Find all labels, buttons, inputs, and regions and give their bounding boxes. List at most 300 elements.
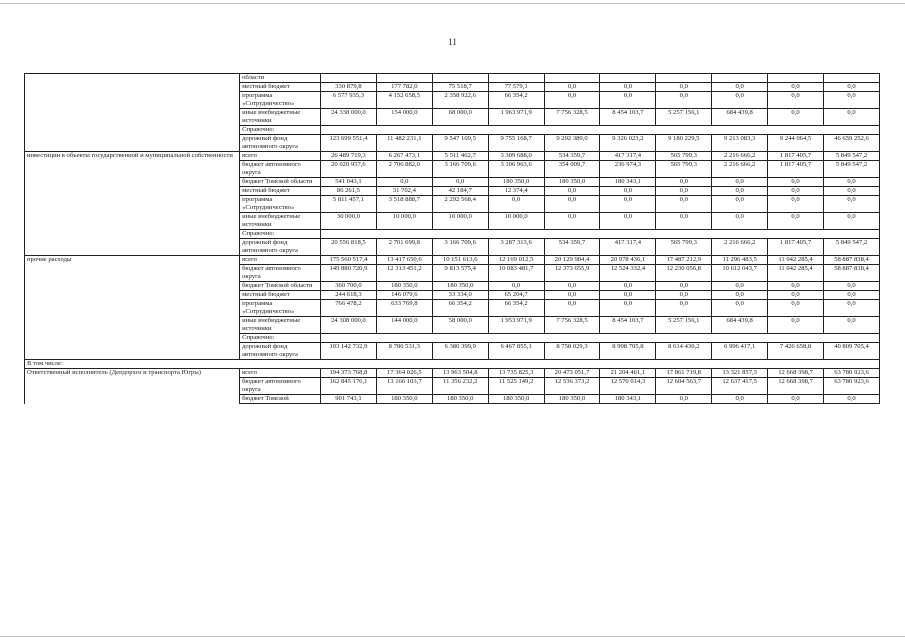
table-row bbox=[25, 369, 880, 378]
amount-cell: 9 755 168,7 bbox=[488, 135, 544, 152]
table-row bbox=[25, 395, 880, 404]
amount-cell: 0,0 bbox=[712, 300, 768, 317]
funding-source-cell: местный бюджет bbox=[240, 83, 321, 92]
amount-cell: 0,0 bbox=[544, 300, 600, 317]
amount-cell: 6 267 473,1 bbox=[376, 152, 432, 161]
table-row bbox=[25, 282, 880, 291]
table-row bbox=[25, 178, 880, 187]
amount-cell: 236 974,3 bbox=[600, 161, 656, 178]
amount-cell: 13 321 857,3 bbox=[712, 369, 768, 378]
amount-cell: 0,0 bbox=[768, 213, 824, 230]
amount-cell: 58 887 838,4 bbox=[824, 265, 880, 282]
amount-cell: 30 000,0 bbox=[320, 213, 376, 230]
funding-source-cell: иные внебюджетные источники bbox=[240, 213, 321, 230]
funding-source-cell: бюджет Томской bbox=[240, 395, 321, 404]
funding-source-cell: всего bbox=[240, 369, 321, 378]
amount-cell: 766 478,2 bbox=[320, 300, 376, 317]
amount-cell: 3 106 963,6 bbox=[488, 161, 544, 178]
amount-cell: 0,0 bbox=[768, 187, 824, 196]
funding-source-cell: бюджет Томской области bbox=[240, 178, 321, 187]
amount-cell: 9 813 575,4 bbox=[432, 265, 488, 282]
amount-cell: 9 213 083,3 bbox=[712, 135, 768, 152]
amount-cell bbox=[320, 74, 376, 83]
amount-cell: 33 334,0 bbox=[432, 291, 488, 300]
amount-cell: 180 350,0 bbox=[376, 282, 432, 291]
funding-source-cell: бюджет автономного округа bbox=[240, 378, 321, 395]
amount-cell: 123 699 551,4 bbox=[320, 135, 376, 152]
amount-cell: 0,0 bbox=[544, 282, 600, 291]
amount-cell: 180 350,0 bbox=[432, 282, 488, 291]
amount-cell: 175 560 517,4 bbox=[320, 256, 376, 265]
amount-cell: 180 350,0 bbox=[488, 178, 544, 187]
amount-cell: 0,0 bbox=[600, 213, 656, 230]
object-name-cell bbox=[25, 378, 240, 395]
amount-cell bbox=[432, 74, 488, 83]
amount-cell: 6 380 399,9 bbox=[432, 343, 488, 360]
object-name-cell bbox=[25, 187, 240, 196]
amount-cell: 0,0 bbox=[544, 92, 600, 109]
object-name-cell bbox=[25, 196, 240, 213]
funding-source-cell: программа «Сотрудничество» bbox=[240, 196, 321, 213]
funding-source-cell: местный бюджет bbox=[240, 187, 321, 196]
funding-source-cell: иные внебюджетные источники bbox=[240, 109, 321, 126]
amount-cell: 0,0 bbox=[824, 317, 880, 334]
amount-cell: 20 978 436,1 bbox=[600, 256, 656, 265]
object-name-cell bbox=[25, 178, 240, 187]
amount-cell: 8 908 705,8 bbox=[600, 343, 656, 360]
object-name-cell: прочие расходы bbox=[25, 256, 240, 265]
amount-cell: 0,0 bbox=[824, 178, 880, 187]
object-name-cell bbox=[25, 300, 240, 317]
amount-cell: 2 216 666,2 bbox=[712, 152, 768, 161]
table-row bbox=[25, 135, 880, 152]
amount-cell: 0,0 bbox=[544, 291, 600, 300]
amount-cell: 0,0 bbox=[768, 196, 824, 213]
amount-cell: 11 296 483,5 bbox=[712, 256, 768, 265]
object-name-cell bbox=[25, 395, 240, 404]
amount-cell: 0,0 bbox=[656, 395, 712, 404]
amount-cell: 5 511 462,7 bbox=[432, 152, 488, 161]
amount-cell: 58 000,0 bbox=[432, 317, 488, 334]
table-row bbox=[25, 265, 880, 282]
table-row bbox=[25, 196, 880, 213]
amount-cell: 0,0 bbox=[712, 282, 768, 291]
funding-source-cell: иные внебюджетные источники bbox=[240, 317, 321, 334]
amount-cell: 0,0 bbox=[824, 395, 880, 404]
amount-cell: 9 326 023,2 bbox=[600, 135, 656, 152]
table-row bbox=[25, 126, 880, 135]
amount-cell: 0,0 bbox=[600, 300, 656, 317]
amount-cell: 58 887 838,4 bbox=[824, 256, 880, 265]
amount-cell: 0,0 bbox=[544, 187, 600, 196]
table-row bbox=[25, 187, 880, 196]
amount-cell: 154 000,0 bbox=[376, 109, 432, 126]
amount-cell: 0,0 bbox=[656, 178, 712, 187]
object-name-cell bbox=[25, 161, 240, 178]
amount-cell: 10 612 043,7 bbox=[712, 265, 768, 282]
amount-cell: 0,0 bbox=[712, 187, 768, 196]
amount-cell: 0,0 bbox=[768, 109, 824, 126]
amount-cell: 8 614 430,2 bbox=[656, 343, 712, 360]
amount-cell: 66 354,2 bbox=[432, 300, 488, 317]
amount-cell: 10 000,0 bbox=[376, 213, 432, 230]
amount-cell: 12 536 373,2 bbox=[544, 378, 600, 395]
amount-cell: 2 216 666,2 bbox=[712, 239, 768, 256]
amount-cell: 31 702,4 bbox=[376, 187, 432, 196]
amount-cell: 0,0 bbox=[712, 213, 768, 230]
amount-cell: 0,0 bbox=[656, 300, 712, 317]
amount-cell: 0,0 bbox=[768, 178, 824, 187]
amount-cell bbox=[824, 74, 880, 83]
amount-cell: 13 417 650,6 bbox=[376, 256, 432, 265]
amount-cell: 149 880 720,9 bbox=[320, 265, 376, 282]
table-row bbox=[25, 317, 880, 334]
amount-cell: 0,0 bbox=[600, 291, 656, 300]
amount-cell: 12 668 398,7 bbox=[768, 378, 824, 395]
amount-cell: 9 292 389,0 bbox=[544, 135, 600, 152]
amount-cell: 5 257 156,1 bbox=[656, 317, 712, 334]
amount-cell: 20 129 984,4 bbox=[544, 256, 600, 265]
table-row bbox=[25, 360, 880, 369]
amount-cell: 5 849 547,2 bbox=[824, 152, 880, 161]
amount-cell: 12 313 451,2 bbox=[376, 265, 432, 282]
amount-cell: 0,0 bbox=[656, 83, 712, 92]
amount-cell: 8 454 103,7 bbox=[600, 317, 656, 334]
amount-cell: 360 700,0 bbox=[320, 282, 376, 291]
amount-cell bbox=[600, 74, 656, 83]
page-number: 11 bbox=[448, 37, 457, 47]
object-name-cell bbox=[25, 265, 240, 282]
amount-cell: 2 292 568,4 bbox=[432, 196, 488, 213]
amount-cell: 565 799,3 bbox=[656, 161, 712, 178]
amount-cell: 13 166 103,7 bbox=[376, 378, 432, 395]
amount-cell: 0,0 bbox=[544, 196, 600, 213]
table-row bbox=[25, 213, 880, 230]
amount-cell: 684 439,8 bbox=[712, 317, 768, 334]
funding-source-cell: Справочно: bbox=[240, 334, 321, 343]
table-row bbox=[25, 334, 880, 343]
amount-cell: 0,0 bbox=[376, 178, 432, 187]
amount-cell: 12 169 012,5 bbox=[488, 256, 544, 265]
amount-cell: 3 309 688,0 bbox=[488, 152, 544, 161]
amount-cell: 565 799,3 bbox=[656, 239, 712, 256]
amount-cell: 0,0 bbox=[656, 92, 712, 109]
amount-cell bbox=[656, 74, 712, 83]
merged-blank-cell bbox=[320, 126, 879, 135]
amount-cell: 2 706 882,0 bbox=[376, 161, 432, 178]
amount-cell: 901 743,1 bbox=[320, 395, 376, 404]
amount-cell: 1 817 405,7 bbox=[768, 161, 824, 178]
object-name-cell bbox=[25, 282, 240, 291]
merged-blank-cell bbox=[320, 230, 879, 239]
amount-cell bbox=[768, 74, 824, 83]
amount-cell: 0,0 bbox=[824, 109, 880, 126]
amount-cell: 180 350,0 bbox=[544, 395, 600, 404]
amount-cell: 26 489 719,3 bbox=[320, 152, 376, 161]
funding-source-cell: местный бюджет bbox=[240, 291, 321, 300]
amount-cell: 5 849 547,2 bbox=[824, 239, 880, 256]
table-row bbox=[25, 378, 880, 395]
amount-cell: 13 963 504,8 bbox=[432, 369, 488, 378]
amount-cell: 0,0 bbox=[712, 178, 768, 187]
amount-cell: 7 426 658,8 bbox=[768, 343, 824, 360]
amount-cell: 6 996 417,1 bbox=[712, 343, 768, 360]
amount-cell: 12 668 398,7 bbox=[768, 369, 824, 378]
amount-cell: 13 735 825,3 bbox=[488, 369, 544, 378]
amount-cell bbox=[544, 74, 600, 83]
amount-cell: 0,0 bbox=[824, 83, 880, 92]
table-row bbox=[25, 92, 880, 109]
amount-cell: 0,0 bbox=[544, 213, 600, 230]
funding-source-cell: программа «Сотрудничество» bbox=[240, 300, 321, 317]
amount-cell: 6 467 855,1 bbox=[488, 343, 544, 360]
amount-cell: 2 216 666,2 bbox=[712, 161, 768, 178]
amount-cell: 0,0 bbox=[656, 213, 712, 230]
amount-cell: 1 963 971,9 bbox=[488, 109, 544, 126]
amount-cell: 1 817 405,7 bbox=[768, 152, 824, 161]
budget-table bbox=[24, 73, 880, 404]
amount-cell: 7 756 328,5 bbox=[544, 109, 600, 126]
amount-cell: 8 780 531,3 bbox=[376, 343, 432, 360]
amount-cell: 66 354,2 bbox=[488, 300, 544, 317]
amount-cell: 0,0 bbox=[656, 196, 712, 213]
funding-source-cell: программа «Сотрудничество» bbox=[240, 92, 321, 109]
amount-cell: 684 439,8 bbox=[712, 109, 768, 126]
amount-cell: 0,0 bbox=[712, 83, 768, 92]
funding-source-cell: дорожный фонд автономного округа bbox=[240, 239, 321, 256]
amount-cell: 0,0 bbox=[768, 395, 824, 404]
amount-cell: 0,0 bbox=[824, 300, 880, 317]
amount-cell: 12 374,4 bbox=[488, 187, 544, 196]
amount-cell: 9 547 109,5 bbox=[432, 135, 488, 152]
amount-cell: 75 518,7 bbox=[432, 83, 488, 92]
amount-cell: 10 083 481,7 bbox=[488, 265, 544, 282]
amount-cell: 177 782,0 bbox=[376, 83, 432, 92]
amount-cell: 2 358 922,6 bbox=[432, 92, 488, 109]
object-name-cell bbox=[25, 92, 240, 109]
funding-source-cell: бюджет автономного округа bbox=[240, 161, 321, 178]
amount-cell: 417 317,4 bbox=[600, 239, 656, 256]
amount-cell: 17 364 026,5 bbox=[376, 369, 432, 378]
amount-cell: 21 204 461,1 bbox=[600, 369, 656, 378]
amount-cell: 10 151 613,6 bbox=[432, 256, 488, 265]
object-name-cell bbox=[25, 126, 240, 135]
amount-cell: 330 879,8 bbox=[320, 83, 376, 92]
amount-cell: 86 261,5 bbox=[320, 187, 376, 196]
amount-cell: 244 618,3 bbox=[320, 291, 376, 300]
amount-cell: 0,0 bbox=[768, 83, 824, 92]
amount-cell: 11 482 231,1 bbox=[376, 135, 432, 152]
funding-source-cell: бюджет автономного округа bbox=[240, 265, 321, 282]
amount-cell: 0,0 bbox=[488, 196, 544, 213]
amount-cell: 3 166 709,6 bbox=[432, 161, 488, 178]
amount-cell: 0,0 bbox=[824, 92, 880, 109]
table-row bbox=[25, 291, 880, 300]
amount-cell: 5 257 156,1 bbox=[656, 109, 712, 126]
amount-cell: 20 020 957,6 bbox=[320, 161, 376, 178]
amount-cell: 1 953 971,9 bbox=[488, 317, 544, 334]
amount-cell: 417 317,4 bbox=[600, 152, 656, 161]
amount-cell: 0,0 bbox=[600, 282, 656, 291]
amount-cell: 103 142 732,9 bbox=[320, 343, 376, 360]
amount-cell: 1 817 405,7 bbox=[768, 239, 824, 256]
amount-cell: 77 579,1 bbox=[488, 83, 544, 92]
amount-cell: 8 454 103,7 bbox=[600, 109, 656, 126]
amount-cell: 66 354,2 bbox=[488, 92, 544, 109]
amount-cell: 0,0 bbox=[656, 291, 712, 300]
table-body bbox=[25, 74, 880, 404]
amount-cell: 3 287 313,6 bbox=[488, 239, 544, 256]
amount-cell: 354 009,7 bbox=[544, 161, 600, 178]
amount-cell: 17 861 719,8 bbox=[656, 369, 712, 378]
amount-cell: 0,0 bbox=[768, 291, 824, 300]
funding-source-cell: бюджет Томской области bbox=[240, 282, 321, 291]
amount-cell: 0,0 bbox=[768, 317, 824, 334]
amount-cell: 633 769,8 bbox=[376, 300, 432, 317]
funding-source-cell: дорожный фонд автономного округа bbox=[240, 135, 321, 152]
amount-cell: 10 000,0 bbox=[432, 213, 488, 230]
amount-cell: 24 338 000,0 bbox=[320, 109, 376, 126]
amount-cell: 40 809 705,4 bbox=[824, 343, 880, 360]
amount-cell: 0,0 bbox=[600, 83, 656, 92]
amount-cell: 17 487 212,9 bbox=[656, 256, 712, 265]
merged-blank-cell bbox=[320, 334, 879, 343]
table-row bbox=[25, 230, 880, 239]
amount-cell: 63 780 923,6 bbox=[824, 369, 880, 378]
amount-cell: 46 659 252,6 bbox=[824, 135, 880, 152]
amount-cell: 0,0 bbox=[824, 291, 880, 300]
amount-cell: 4 152 658,5 bbox=[376, 92, 432, 109]
amount-cell: 5 811 457,1 bbox=[320, 196, 376, 213]
amount-cell: 42 184,7 bbox=[432, 187, 488, 196]
amount-cell: 10 000,0 bbox=[488, 213, 544, 230]
amount-cell: 12 570 014,3 bbox=[600, 378, 656, 395]
amount-cell: 11 042 285,4 bbox=[768, 265, 824, 282]
funding-source-cell: Справочно: bbox=[240, 230, 321, 239]
amount-cell: 162 845 176,1 bbox=[320, 378, 376, 395]
amount-cell: 0,0 bbox=[824, 196, 880, 213]
table-row bbox=[25, 74, 880, 83]
amount-cell: 194 373 768,8 bbox=[320, 369, 376, 378]
object-name-cell: Ответственный исполнитель (Депдорхоз и транспорта Югры) bbox=[25, 369, 240, 378]
amount-cell: 12 373 655,9 bbox=[544, 265, 600, 282]
amount-cell: 63 780 923,6 bbox=[824, 378, 880, 395]
amount-cell: 0,0 bbox=[432, 178, 488, 187]
funding-source-cell: Справочно: bbox=[240, 126, 321, 135]
object-name-cell bbox=[25, 213, 240, 230]
amount-cell: 146 079,6 bbox=[376, 291, 432, 300]
amount-cell: 0,0 bbox=[600, 187, 656, 196]
funding-source-cell: дорожный фонд автономного округа bbox=[240, 343, 321, 360]
amount-cell: 534 359,7 bbox=[544, 152, 600, 161]
amount-cell bbox=[376, 74, 432, 83]
amount-cell: 9 244 064,5 bbox=[768, 135, 824, 152]
object-name-cell bbox=[25, 109, 240, 126]
amount-cell: 20 473 051,7 bbox=[544, 369, 600, 378]
amount-cell: 68 000,0 bbox=[432, 109, 488, 126]
object-name-cell bbox=[25, 239, 240, 256]
amount-cell: 0,0 bbox=[712, 291, 768, 300]
amount-cell: 9 180 229,5 bbox=[656, 135, 712, 152]
section-label: В том числе: bbox=[25, 360, 880, 369]
amount-cell bbox=[712, 74, 768, 83]
table-row bbox=[25, 343, 880, 360]
amount-cell: 6 577 935,3 bbox=[320, 92, 376, 109]
amount-cell: 11 525 149,2 bbox=[488, 378, 544, 395]
amount-cell: 0,0 bbox=[600, 92, 656, 109]
amount-cell: 3 166 709,6 bbox=[432, 239, 488, 256]
amount-cell: 0,0 bbox=[600, 196, 656, 213]
amount-cell: 0,0 bbox=[768, 92, 824, 109]
object-name-cell: инвестиции в объекты государственной и муниципальной собственности bbox=[25, 152, 240, 161]
amount-cell: 5 849 547,2 bbox=[824, 161, 880, 178]
amount-cell: 0,0 bbox=[656, 282, 712, 291]
funding-source-cell: всего bbox=[240, 256, 321, 265]
amount-cell: 180 350,0 bbox=[544, 178, 600, 187]
table-row bbox=[25, 256, 880, 265]
amount-cell: 0,0 bbox=[824, 282, 880, 291]
amount-cell: 0,0 bbox=[824, 187, 880, 196]
amount-cell: 3 518 888,7 bbox=[376, 196, 432, 213]
amount-cell: 565 799,3 bbox=[656, 152, 712, 161]
amount-cell: 180 343,1 bbox=[600, 178, 656, 187]
amount-cell: 0,0 bbox=[768, 300, 824, 317]
amount-cell: 180 343,1 bbox=[600, 395, 656, 404]
funding-source-cell: области bbox=[240, 74, 321, 83]
table-row bbox=[25, 161, 880, 178]
amount-cell: 0,0 bbox=[712, 92, 768, 109]
amount-cell: 0,0 bbox=[768, 282, 824, 291]
scan-bottom-edge bbox=[0, 636, 905, 637]
object-name-cell bbox=[25, 334, 240, 343]
table-row bbox=[25, 239, 880, 256]
amount-cell: 180 350,0 bbox=[376, 395, 432, 404]
table-row bbox=[25, 109, 880, 126]
amount-cell: 8 758 029,3 bbox=[544, 343, 600, 360]
amount-cell: 0,0 bbox=[712, 395, 768, 404]
amount-cell: 0,0 bbox=[712, 196, 768, 213]
object-name-cell bbox=[25, 74, 240, 83]
amount-cell: 180 350,0 bbox=[432, 395, 488, 404]
amount-cell: 2 701 699,8 bbox=[376, 239, 432, 256]
amount-cell: 144 000,0 bbox=[376, 317, 432, 334]
amount-cell: 12 524 332,4 bbox=[600, 265, 656, 282]
table-row bbox=[25, 83, 880, 92]
amount-cell: 7 756 328,5 bbox=[544, 317, 600, 334]
amount-cell: 11 356 232,2 bbox=[432, 378, 488, 395]
object-name-cell bbox=[25, 135, 240, 152]
amount-cell: 12 637 417,5 bbox=[712, 378, 768, 395]
amount-cell: 0,0 bbox=[488, 282, 544, 291]
amount-cell: 20 556 818,5 bbox=[320, 239, 376, 256]
amount-cell: 0,0 bbox=[824, 213, 880, 230]
object-name-cell bbox=[25, 343, 240, 360]
object-name-cell bbox=[25, 291, 240, 300]
object-name-cell bbox=[25, 230, 240, 239]
amount-cell: 534 359,7 bbox=[544, 239, 600, 256]
amount-cell: 12 230 056,8 bbox=[656, 265, 712, 282]
amount-cell: 541 043,1 bbox=[320, 178, 376, 187]
table-row bbox=[25, 152, 880, 161]
amount-cell: 65 204,7 bbox=[488, 291, 544, 300]
funding-source-cell: всего bbox=[240, 152, 321, 161]
amount-cell: 12 604 563,7 bbox=[656, 378, 712, 395]
amount-cell: 0,0 bbox=[656, 187, 712, 196]
amount-cell: 180 350,0 bbox=[488, 395, 544, 404]
amount-cell: 0,0 bbox=[544, 83, 600, 92]
scan-top-edge bbox=[0, 3, 905, 4]
object-name-cell bbox=[25, 317, 240, 334]
